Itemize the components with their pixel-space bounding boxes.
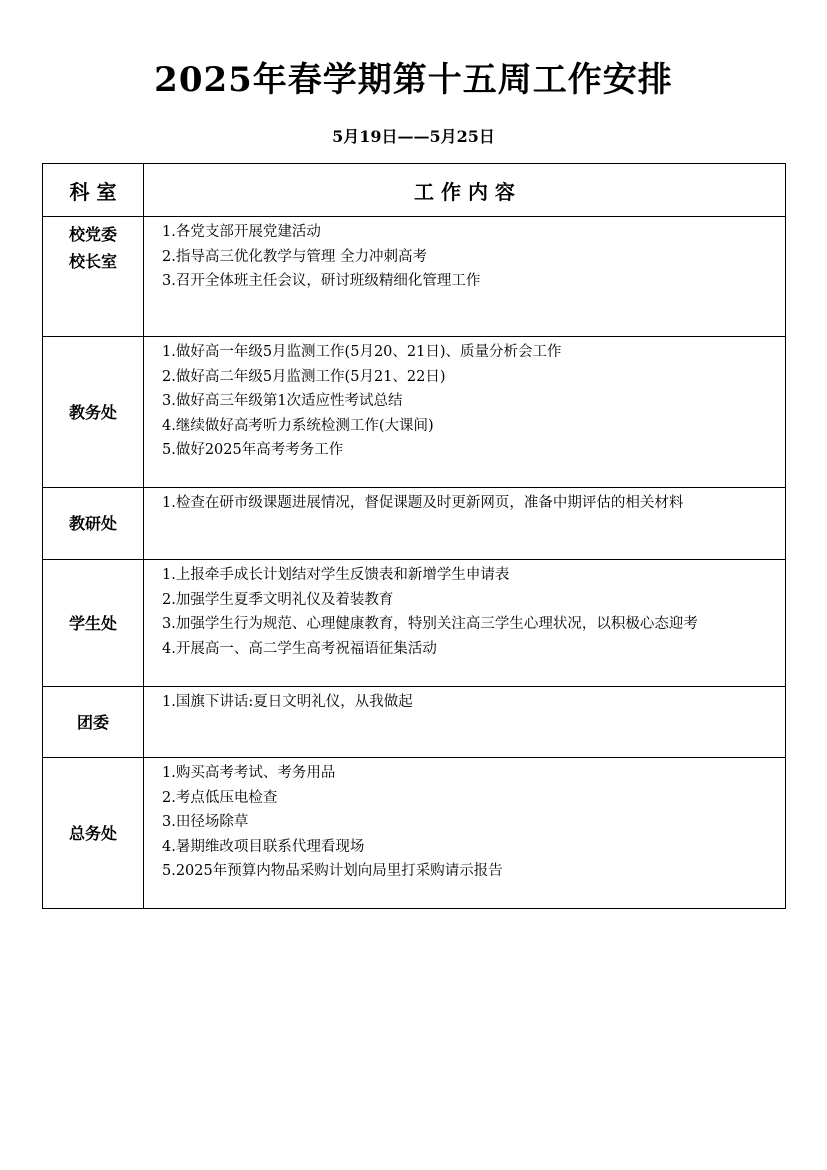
dept-name: 校党委 bbox=[68, 225, 117, 244]
dept-name: 校长室 bbox=[68, 252, 117, 271]
work-item: 1.国旗下讲话:夏日文明礼仪，从我做起 bbox=[162, 694, 413, 710]
date-range: 5月19日——5月25日 bbox=[332, 127, 495, 146]
dept-name: 团委 bbox=[76, 712, 109, 732]
header-dept: 科 室 bbox=[43, 164, 144, 217]
dept-name: 教研处 bbox=[68, 514, 117, 533]
work-item: 3.召开全体班主任会议，研讨班级精细化管理工作 bbox=[162, 273, 481, 289]
dept-cell bbox=[43, 217, 144, 337]
work-item: 2.加强学生夏季文明礼仪及着装教育 bbox=[162, 591, 394, 608]
header-content: 工 作 内 容 bbox=[144, 164, 786, 217]
table-row bbox=[43, 337, 786, 488]
work-item: 2.做好高二年级5月监测工作(5月21、22日) bbox=[162, 368, 446, 385]
work-item: 2.考点低压电检查 bbox=[162, 789, 278, 806]
content-cell bbox=[144, 758, 786, 909]
work-item: 4.开展高一、高二学生高考祝福语征集活动 bbox=[162, 640, 437, 657]
content-cell bbox=[144, 488, 786, 560]
work-item: 4.暑期维改项目联系代理看现场 bbox=[162, 838, 365, 855]
dept-name: 教务处 bbox=[68, 402, 117, 422]
work-item: 5.2025年预算内物品采购计划向局里打采购请示报告 bbox=[162, 863, 503, 879]
work-item: 1.各党支部开展党建活动 bbox=[162, 224, 321, 240]
dept-name: 总务处 bbox=[68, 823, 117, 843]
dept-cell bbox=[43, 687, 144, 758]
content-cell bbox=[144, 217, 786, 337]
dept-cell bbox=[43, 337, 144, 488]
content-cell bbox=[144, 560, 786, 687]
content-cell bbox=[144, 687, 786, 758]
work-item: 3.田径场除草 bbox=[162, 814, 249, 830]
table-header-row bbox=[43, 164, 786, 217]
table-row bbox=[43, 217, 786, 337]
work-item: 1.做好高一年级5月监测工作(5月20、21日)、质量分析会工作 bbox=[162, 344, 562, 360]
table-row bbox=[43, 488, 786, 560]
work-item: 1.购买高考考试、考务用品 bbox=[162, 765, 336, 781]
work-item: 2.指导高三优化教学与管理 全力冲刺高考 bbox=[162, 248, 427, 265]
page-title: 2025年春学期第十五周工作安排 bbox=[154, 60, 673, 100]
dept-cell bbox=[43, 758, 144, 909]
table-row bbox=[43, 687, 786, 758]
dept-name: 学生处 bbox=[68, 613, 117, 633]
work-item: 1.检查在研市级课题进展情况，督促课题及时更新网页，准备中期评估的相关材料 bbox=[162, 495, 684, 511]
table-row bbox=[43, 758, 786, 909]
content-cell bbox=[144, 337, 786, 488]
work-item: 1.上报牵手成长计划结对学生反馈表和新增学生申请表 bbox=[162, 567, 510, 583]
dept-cell bbox=[43, 488, 144, 560]
dept-cell bbox=[43, 560, 144, 687]
table-row bbox=[43, 560, 786, 687]
schedule-table bbox=[42, 163, 786, 909]
work-item: 4.继续做好高考听力系统检测工作(大课间) bbox=[162, 417, 434, 434]
work-item: 5.做好2025年高考考务工作 bbox=[162, 442, 344, 458]
work-item: 3.加强学生行为规范、心理健康教育，特别关注高三学生心理状况，以积极心态迎考 bbox=[162, 616, 698, 632]
work-item: 3.做好高三年级第1次适应性考试总结 bbox=[162, 393, 403, 409]
